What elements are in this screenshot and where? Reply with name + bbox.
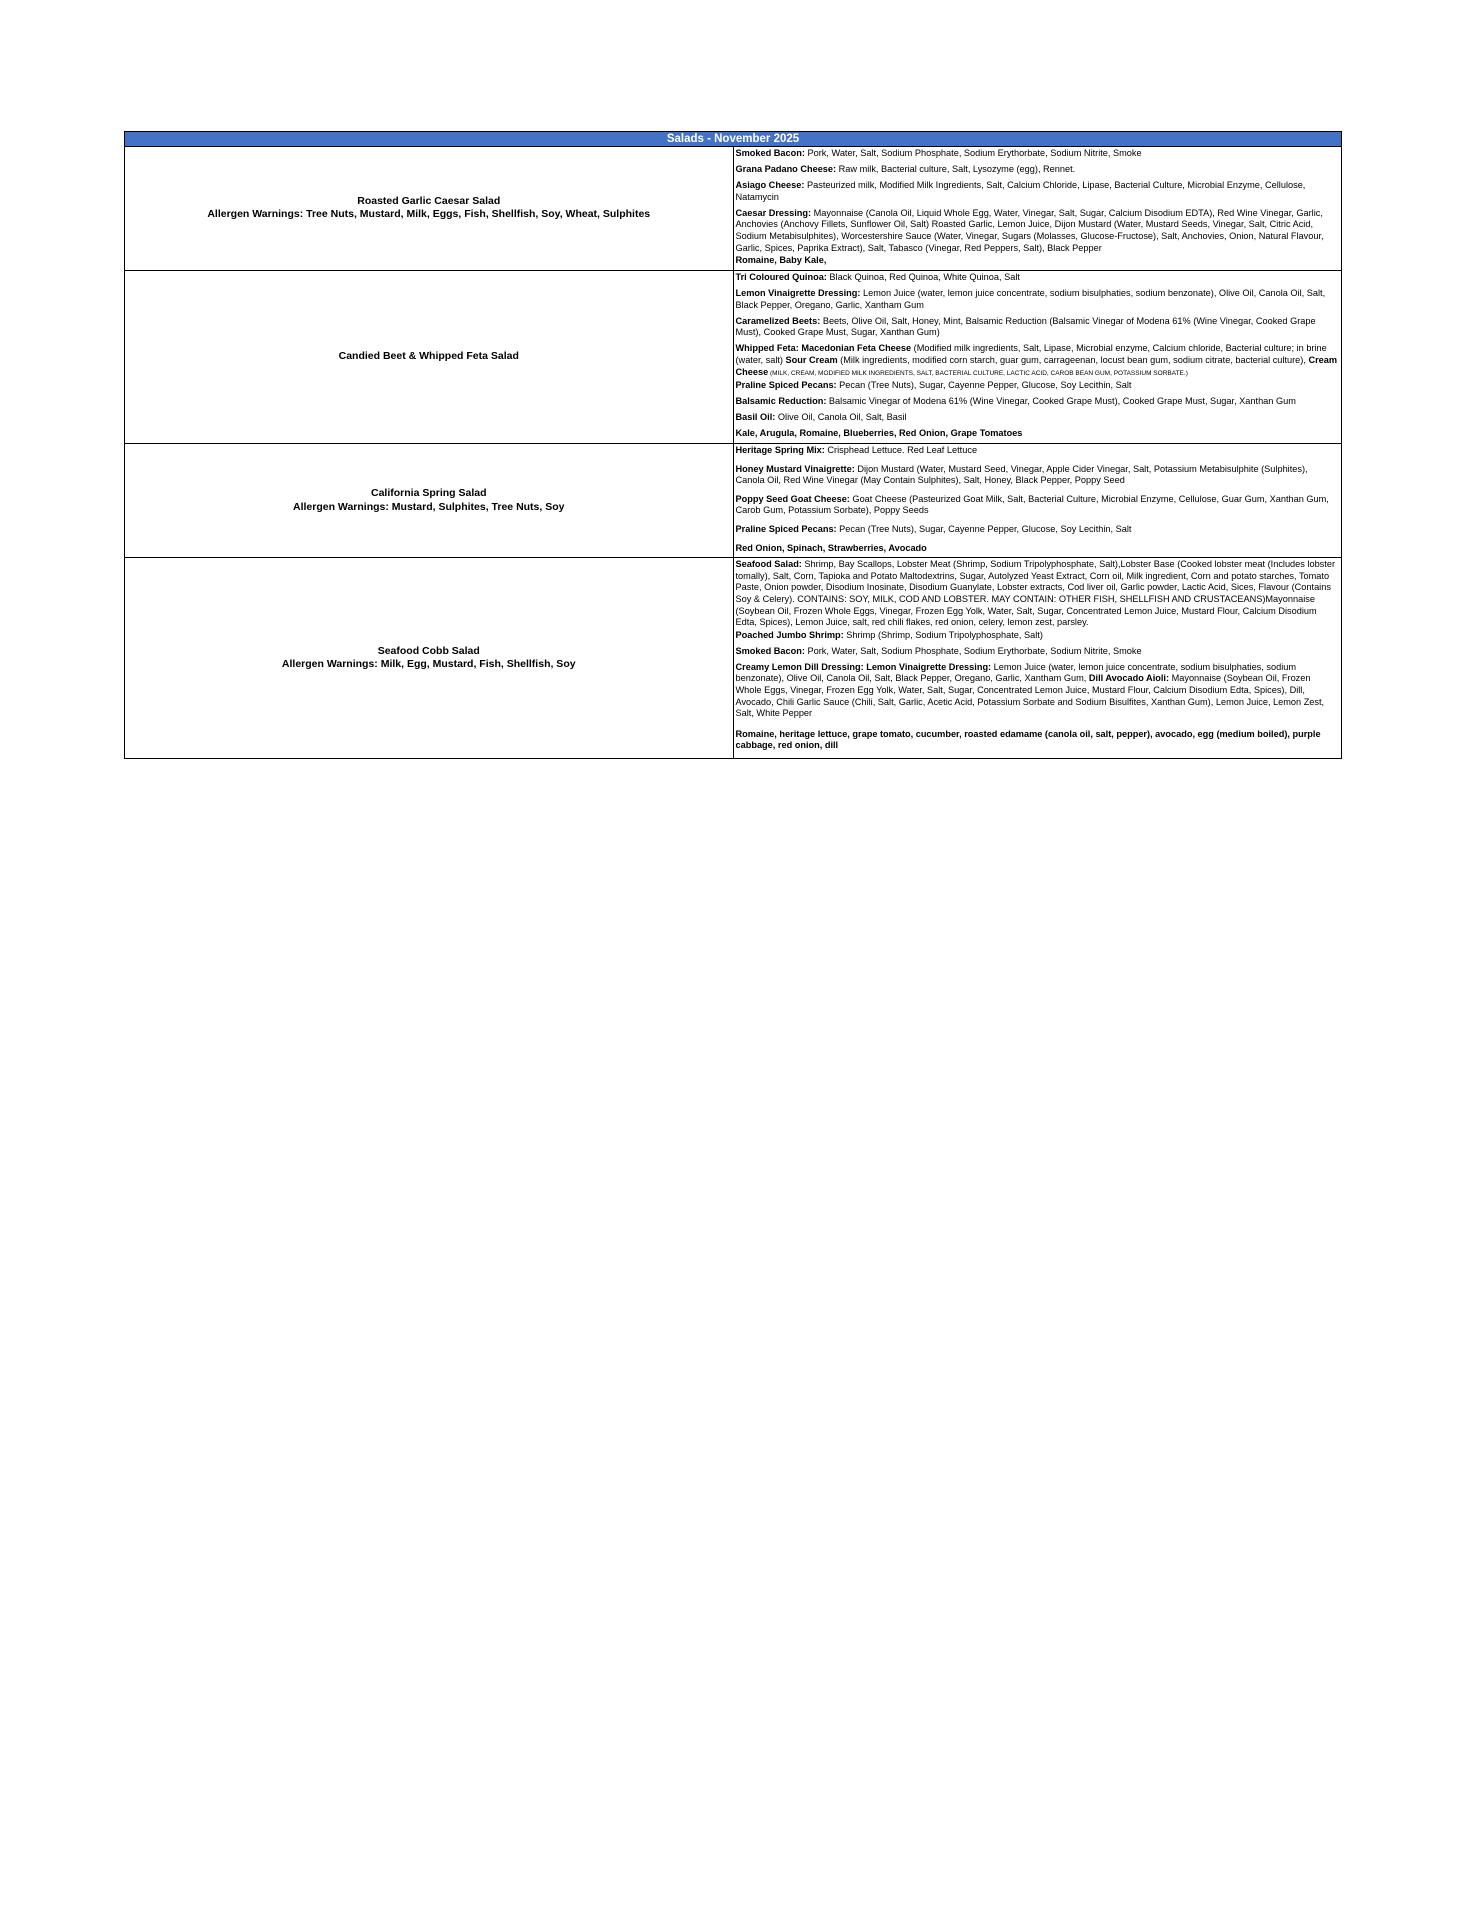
ingredient-label: Macedonian Feta Cheese <box>798 343 912 354</box>
ingredient-text: Black Quinoa, Red Quinoa, White Quinoa, Salt <box>826 271 1020 282</box>
salad-row-seafood-cobb <box>125 558 1342 759</box>
ingredient-line <box>736 646 1340 658</box>
ingredient-line <box>736 272 1340 284</box>
ingredient-line <box>736 428 1340 440</box>
salad-name: Candied Beet & Whipped Feta Salad <box>338 350 519 363</box>
ingredient-line <box>736 464 1340 487</box>
salads-table <box>124 131 1342 759</box>
ingredient-line <box>736 543 1340 555</box>
ingredient-label: Poached Jumbo Shrimp: <box>735 629 844 640</box>
salad-name: Roasted Garlic Caesar Salad <box>357 194 501 207</box>
ingredient-text: Pecan (Tree Nuts), Sugar, Cayenne Pepper, Glucose, Soy Lecithin, Salt <box>836 523 1132 534</box>
ingredient-line <box>736 559 1340 629</box>
ingredient-label: Tri Coloured Quinoa: <box>735 271 827 282</box>
ingredients-cell <box>733 270 1342 443</box>
ingredient-text: (MILK, CREAM, MODIFIED MILK INGREDIENTS, SALT, BACTERIAL CULTURE, LACTIC ACID, CAROB BEAN GUM, POTASSIUM SORBATE.) <box>768 369 1188 377</box>
ingredient-text: Beets, Olive Oil, Salt, Honey, Mint, Balsamic Reduction (Balsamic Vinegar of Modena 61% (Wine Vinegar, Cooked Grape Must), Cooked Grape Must, Sugar, Xanthan Gum) <box>735 315 1316 338</box>
ingredient-line <box>736 494 1340 517</box>
ingredient-label: Grana Padano Cheese: <box>735 164 837 175</box>
ingredient-text: Mayonnaise (Canola Oil, Liquid Whole Egg, Water, Vinegar, Salt, Sugar, Calcium Disodium EDTA), Red Wine Vinegar, Garlic, Anchovies (Anchovy Fillets, Sunflower Oil, Salt) Roasted Garlic, Lemon Juice, Dijon Mustard (Water, Mustard Seeds, Vinegar, Salt, Citric Acid, Sodium Metabisulphites), Worcestershire Sauce (Water, Vinegar, Sugars (Molasses, Glucose-Fructose), Salt, Anchovies, Onion, Natural Flavour, Garlic, Spices, Paprika Extract), Salt, Tabasco (Vinegar, Red Peppers, Salt), Black Pepper <box>735 207 1324 253</box>
ingredient-line <box>736 445 1340 457</box>
table-title: Salads - November 2025 <box>125 132 1342 147</box>
ingredient-text: (Milk ingredients, modified corn starch, guar gum, carrageenan, locust bean gum, sodium citrate, bacterial culture), <box>837 354 1306 365</box>
ingredient-line <box>736 180 1340 203</box>
ingredient-label: Red Onion, Spinach, Strawberries, Avocado <box>735 542 927 553</box>
ingredient-label: Creamy Lemon Dill Dressing: Lemon Vinaigrette Dressing: <box>735 661 992 672</box>
salad-row-california <box>125 443 1342 557</box>
ingredient-line <box>736 288 1340 311</box>
salad-row-caesar <box>125 147 1342 271</box>
ingredient-text: Pasteurized milk, Modified Milk Ingredients, Salt, Calcium Chloride, Lipase, Bacterial Culture, Microbial Enzyme, Cellulose, Natamycin <box>735 180 1306 202</box>
salad-name: Seafood Cobb Salad <box>377 644 480 657</box>
ingredient-line <box>736 662 1340 720</box>
ingredients-cell <box>733 443 1342 557</box>
ingredient-text: Shrimp (Shrimp, Sodium Tripolyphosphate, Salt) <box>843 629 1043 640</box>
title-row <box>125 132 1342 147</box>
salad-name-cell <box>125 558 734 759</box>
ingredient-text: Balsamic Vinegar of Modena 61% (Wine Vinegar, Cooked Grape Must), Cooked Grape Must, Sugar, Xanthan Gum <box>826 396 1296 407</box>
ingredient-line <box>736 396 1340 408</box>
ingredient-line <box>736 316 1340 339</box>
ingredient-text: Dijon Mustard (Water, Mustard Seed, Vinegar, Apple Cider Vinegar, Salt, Potassium Metabisulphite (Sulphites), Canola Oil, Red Wine Vinegar (May Contain Sulphites), Salt, Honey, Black Pepper, Poppy Seed <box>735 463 1308 486</box>
ingredient-label: Cream Cheese <box>735 354 1338 377</box>
ingredients-cell <box>733 147 1342 271</box>
ingredient-line <box>736 208 1340 254</box>
ingredient-label: Smoked Bacon: <box>735 148 805 158</box>
ingredient-label: Seafood Salad: <box>735 559 802 570</box>
ingredient-label: Kale, Arugula, Romaine, Blueberries, Red Onion, Grape Tomatoes <box>735 428 1023 439</box>
ingredient-label: Sour Cream <box>782 354 838 365</box>
ingredient-text: (Modified milk ingredients, Salt, Lipase, Microbial enzyme, Calcium chloride, Bacterial culture; in brine (water, salt) <box>735 343 1327 365</box>
ingredient-label: Caramelized Beets: <box>735 315 821 326</box>
ingredient-label: Caesar Dressing: <box>735 207 812 218</box>
salad-name-cell <box>125 443 734 557</box>
ingredient-text: Shrimp, Bay Scallops, Lobster Meat (Shrimp, Sodium Tripolyphosphate, Salt),Lobster Base (Cooked lobster meat (Includes lobster tomally), Salt, Corn, Tapioka and Potato Maltodextrins, Sugar, Autolyzed Yeast Extract, Corn oil, Milk ingredient, Corn and potato starches, Tomato Paste, Onion powder, Disodium Inosinate, Disodium Guanylate, Lobster extracts, Cod liver oil, Garlic powder, Lactic Acid, Sices, Flavour (Contains Soy & Celery). CONTAINS: SOY, MILK, COD AND LOBSTER. MAY CONTAIN: OTHER FISH, SHELLFISH AND CRUSTACEANS)Mayonnaise (Soybean Oil, Frozen Whole Eggs, Vinegar, Frozen Egg Yolk, Water, Salt, Sugar, Concentrated Lemon Juice, Mustard Flour, Calcium Disodium Edta, Spices), Lemon Juice, salt, red chili flakes, red onion, celery, lemon zest, parsley. <box>735 559 1336 628</box>
ingredient-label: Balsamic Reduction: <box>735 396 827 407</box>
ingredient-label: Asiago Cheese: <box>735 180 805 191</box>
ingredient-line <box>736 630 1340 642</box>
ingredient-text: Raw milk, Bacterial culture, Salt, Lysozyme (egg), Rennet. <box>836 164 1076 175</box>
ingredient-line <box>736 729 1340 752</box>
ingredient-line <box>736 164 1340 176</box>
ingredient-label: Praline Spiced Pecans: <box>735 380 837 391</box>
ingredient-text: Lemon Juice (water, lemon juice concentrate, sodium bisulphaties, sodium benzonate), Olive Oil, Canola Oil, Salt, Black Pepper, Oregano, Garlic, Xantham Gum <box>735 287 1326 310</box>
ingredient-text: Crisphead Lettuce. Red Leaf Lettuce <box>824 444 978 455</box>
ingredients-cell <box>733 558 1342 759</box>
salad-name: California Spring Salad <box>370 487 487 500</box>
allergen-warning: Allergen Warnings: Milk, Egg, Mustard, Fish, Shellfish, Soy <box>281 658 576 671</box>
ingredient-line <box>736 412 1340 424</box>
ingredient-line <box>736 343 1340 379</box>
ingredient-text: Goat Cheese (Pasteurized Goat Milk, Salt, Bacterial Culture, Microbial Enzyme, Cellulose, Guar Gum, Xanthan Gum, Carob Gum, Potassium Sorbate), Poppy Seeds <box>735 493 1329 516</box>
ingredient-label: Romaine, Baby Kale, <box>735 255 827 266</box>
ingredient-label: Honey Mustard Vinaigrette: <box>735 463 855 474</box>
ingredient-text: Pork, Water, Salt, Sodium Phosphate, Sodium Erythorbate, Sodium Nitrite, Smoke <box>804 148 1142 158</box>
salad-name-cell <box>125 147 734 271</box>
ingredient-line <box>736 380 1340 392</box>
ingredient-line <box>736 524 1340 536</box>
salad-name-cell <box>125 270 734 443</box>
ingredient-label: Lemon Vinaigrette Dressing: <box>735 287 861 298</box>
ingredient-line <box>736 255 1340 267</box>
ingredient-label: Smoked Bacon: <box>735 645 805 656</box>
ingredient-text: Pork, Water, Salt, Sodium Phosphate, Sodium Erythorbate, Sodium Nitrite, Smoke <box>804 645 1142 656</box>
allergen-warning: Allergen Warnings: Mustard, Sulphites, Tree Nuts, Soy <box>293 500 565 513</box>
ingredient-label: Basil Oil: <box>735 412 776 423</box>
ingredient-label: Dill Avocado Aioli: <box>1086 673 1170 684</box>
ingredient-text: Mayonnaise (Soybean Oil, Frozen Whole Eggs, Vinegar, Frozen Egg Yolk, Water, Salt, Sugar, Concentrated Lemon Juice, Mustard Flour, Calcium Disodium Edta, Spices), Dill, Avocado, Chili Garlic Sauce (Chili, Salt, Garlic, Acetic Acid, Potassium Sorbate and Sodium Bisulfites, Xanthan Gum), Lemon Juice, Lemon Zest, Salt, White Pepper <box>735 673 1325 719</box>
salad-row-beet-feta <box>125 270 1342 443</box>
ingredient-text: Pecan (Tree Nuts), Sugar, Cayenne Pepper, Glucose, Soy Lecithin, Salt <box>836 380 1132 391</box>
ingredient-label: Whipped Feta: <box>735 343 799 354</box>
ingredient-line <box>736 148 1340 160</box>
ingredient-label: Poppy Seed Goat Cheese: <box>735 493 850 504</box>
allergen-warning: Allergen Warnings: Tree Nuts, Mustard, Milk, Eggs, Fish, Shellfish, Soy, Wheat, Sulphites <box>207 208 651 221</box>
ingredient-text: Lemon Juice (water, lemon juice concentrate, sodium bisulphaties, sodium benzonate), Olive Oil, Canola Oil, Salt, Black Pepper, Oregano, Garlic, Xantham Gum, <box>735 661 1296 684</box>
ingredient-text: Olive Oil, Canola Oil, Salt, Basil <box>775 412 907 423</box>
ingredient-label: Heritage Spring Mix: <box>735 444 825 455</box>
ingredient-label: Romaine, heritage lettuce, grape tomato, cucumber, roasted edamame (canola oil, salt, pepper), avocado, egg (medium boiled), purple cabbage, red onion, dill <box>735 728 1321 751</box>
ingredient-label: Praline Spiced Pecans: <box>735 523 837 534</box>
